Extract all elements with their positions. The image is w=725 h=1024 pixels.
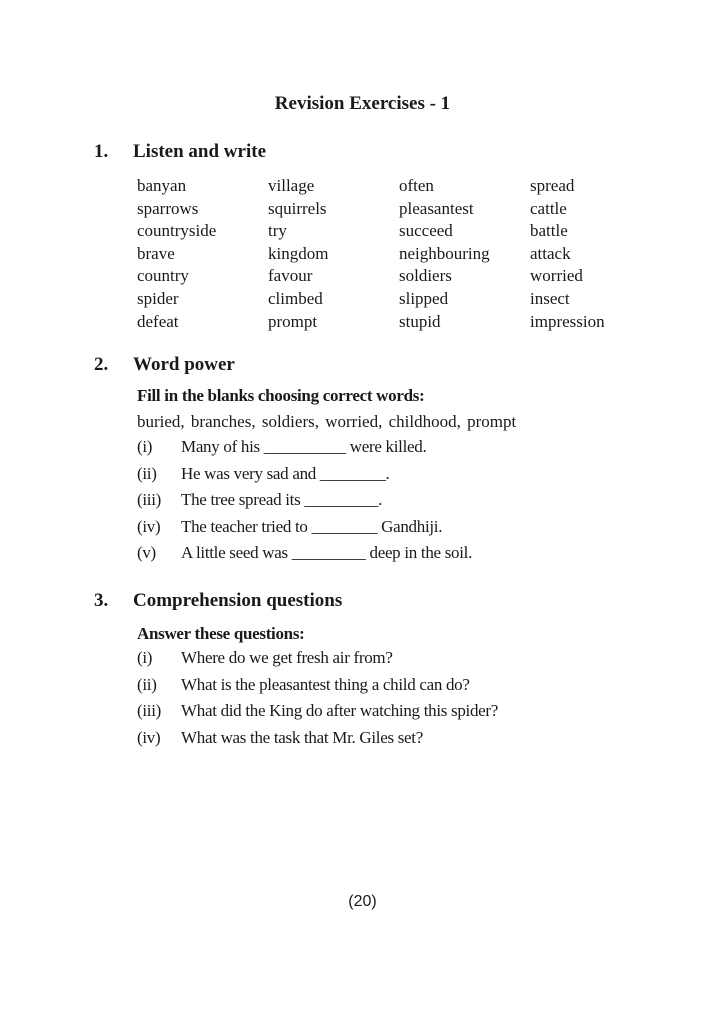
section-number: 3. (94, 590, 109, 611)
word-item: attack (530, 243, 571, 263)
choice-word-list: buried, branches, soldiers, worried, childhood, prompt (137, 412, 517, 431)
question-text: The teacher tried to ________ Gandhiji. (181, 516, 443, 536)
question-label: (iii) (137, 490, 161, 510)
instruction: Fill in the blanks choosing correct words: (137, 386, 425, 405)
question-text: Many of his __________ were killed. (181, 437, 427, 457)
question-item (137, 487, 516, 514)
question-label: (iii) (137, 701, 161, 721)
word-item: spread (530, 176, 575, 195)
question-item (137, 514, 516, 541)
word-item: prompt (268, 311, 318, 331)
word-item: brave (137, 243, 175, 263)
question-text: A little seed was _________ deep in the soil. (181, 543, 473, 563)
question-item (137, 698, 498, 725)
section-2-body (137, 386, 516, 567)
question-list (137, 645, 498, 751)
word-item: slipped (399, 288, 449, 308)
word-item: worried (530, 266, 583, 286)
word-item: battle (530, 221, 568, 241)
question-label: (iv) (137, 727, 161, 747)
question-list (137, 434, 516, 567)
question-text: He was very sad and ________. (181, 463, 390, 483)
question-item (137, 672, 498, 699)
section-number: 2. (94, 354, 109, 375)
question-label: (iv) (137, 516, 161, 536)
question-label: (i) (137, 648, 153, 668)
word-item: succeed (399, 221, 453, 241)
question-text: What is the pleasantest thing a child can do? (181, 674, 470, 694)
word-item: sparrows (137, 198, 199, 218)
word-item: spider (137, 288, 179, 308)
section-2-heading (94, 354, 235, 376)
word-item: defeat (137, 311, 179, 331)
word-item: countryside (137, 221, 217, 241)
section-title: Comprehension questions (133, 590, 343, 611)
instruction: Answer these questions: (137, 624, 305, 643)
word-item: try (268, 221, 287, 241)
question-label: (ii) (137, 674, 157, 694)
word-item: kingdom (268, 243, 329, 263)
word-item: favour (268, 266, 313, 286)
word-item: often (399, 176, 434, 195)
question-item (137, 461, 516, 488)
section-number: 1. (94, 141, 109, 162)
word-item: impression (530, 311, 605, 331)
word-item: neighbouring (399, 243, 490, 263)
question-text: Where do we get fresh air from? (181, 648, 393, 668)
word-item: stupid (399, 311, 441, 331)
word-list-grid (137, 175, 650, 333)
section-3-body (137, 624, 498, 751)
word-item: pleasantest (399, 198, 474, 218)
section-3-heading (94, 590, 342, 612)
question-item (137, 434, 516, 461)
question-label: (i) (137, 437, 153, 457)
question-item (137, 645, 498, 672)
section-1-heading (94, 141, 266, 163)
question-label: (ii) (137, 463, 157, 483)
word-item: cattle (530, 198, 567, 218)
word-item: squirrels (268, 198, 327, 218)
page-title: Revision Exercises - 1 (274, 93, 451, 114)
word-item: village (268, 176, 315, 195)
section-title: Word power (133, 354, 235, 375)
word-item: banyan (137, 176, 187, 195)
word-item: soldiers (399, 266, 452, 286)
word-item: insect (530, 288, 570, 308)
word-item: climbed (268, 288, 323, 308)
question-text: What was the task that Mr. Giles set? (181, 727, 423, 747)
question-item (137, 540, 516, 567)
question-text: The tree spread its _________. (181, 490, 383, 510)
section-title: Listen and write (133, 141, 266, 162)
question-text: What did the King do after watching this spider? (181, 701, 499, 721)
question-label: (v) (137, 543, 156, 563)
word-item: country (137, 266, 189, 286)
page-number: (20) (348, 893, 377, 910)
question-item (137, 725, 498, 752)
